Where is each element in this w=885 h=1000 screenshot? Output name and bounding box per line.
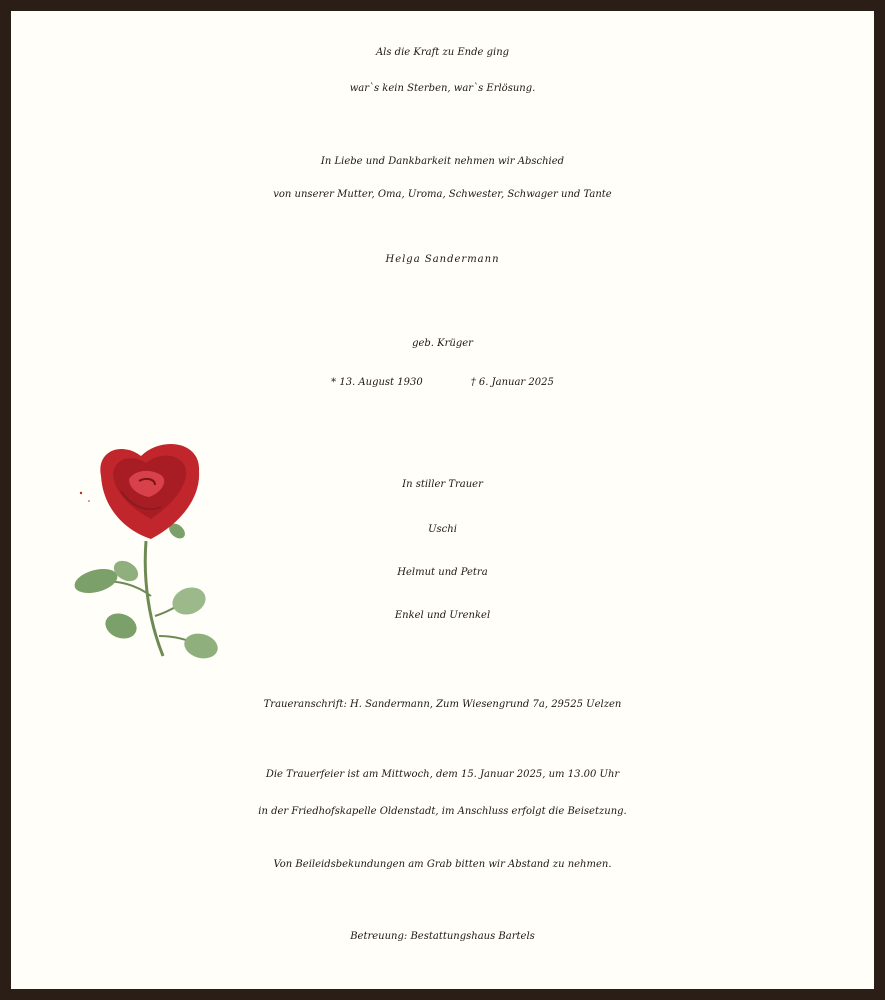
funeral-home: Betreuung: Bestattungshaus Bartels (350, 931, 535, 942)
maiden-name: geb. Krüger (412, 338, 473, 349)
ceremony-line-2: in der Friedhofskapelle Oldenstadt, im Anschluss erfolgt die Beisetzung. (258, 806, 627, 817)
rose-icon (51, 431, 221, 671)
poem-line-2: war`s kein Sterben, war`s Erlösung. (349, 83, 536, 94)
mourning-address: Traueranschrift: H. Sandermann, Zum Wiesengrund 7a, 29525 Uelzen (263, 699, 622, 710)
death-date: † 6. Januar 2025 (470, 377, 554, 388)
mourner-name-3: Enkel und Urenkel (394, 610, 491, 621)
life-dates (11, 377, 874, 388)
intro-line-2: von unserer Mutter, Oma, Uroma, Schwester, Schwager und Tante (273, 189, 612, 200)
condolence-request: Von Beileidsbekundungen am Grab bitten wir Abstand zu nehmen. (273, 859, 612, 870)
intro-line-1: In Liebe und Dankbarkeit nehmen wir Abschied (320, 156, 565, 167)
mourning-heading: In stiller Trauer (402, 479, 483, 490)
mourner-name-1: Uschi (428, 524, 457, 535)
obituary-card (11, 11, 874, 989)
mourner-name-2: Helmut und Petra (397, 567, 488, 578)
deceased-name: Helga Sandermann (385, 254, 500, 265)
poem-line-1: Als die Kraft zu Ende ging (375, 47, 510, 58)
ceremony-line-1: Die Trauerfeier ist am Mittwoch, dem 15. Januar 2025, um 13.00 Uhr (265, 769, 620, 780)
birth-date: * 13. August 1930 (331, 377, 423, 388)
